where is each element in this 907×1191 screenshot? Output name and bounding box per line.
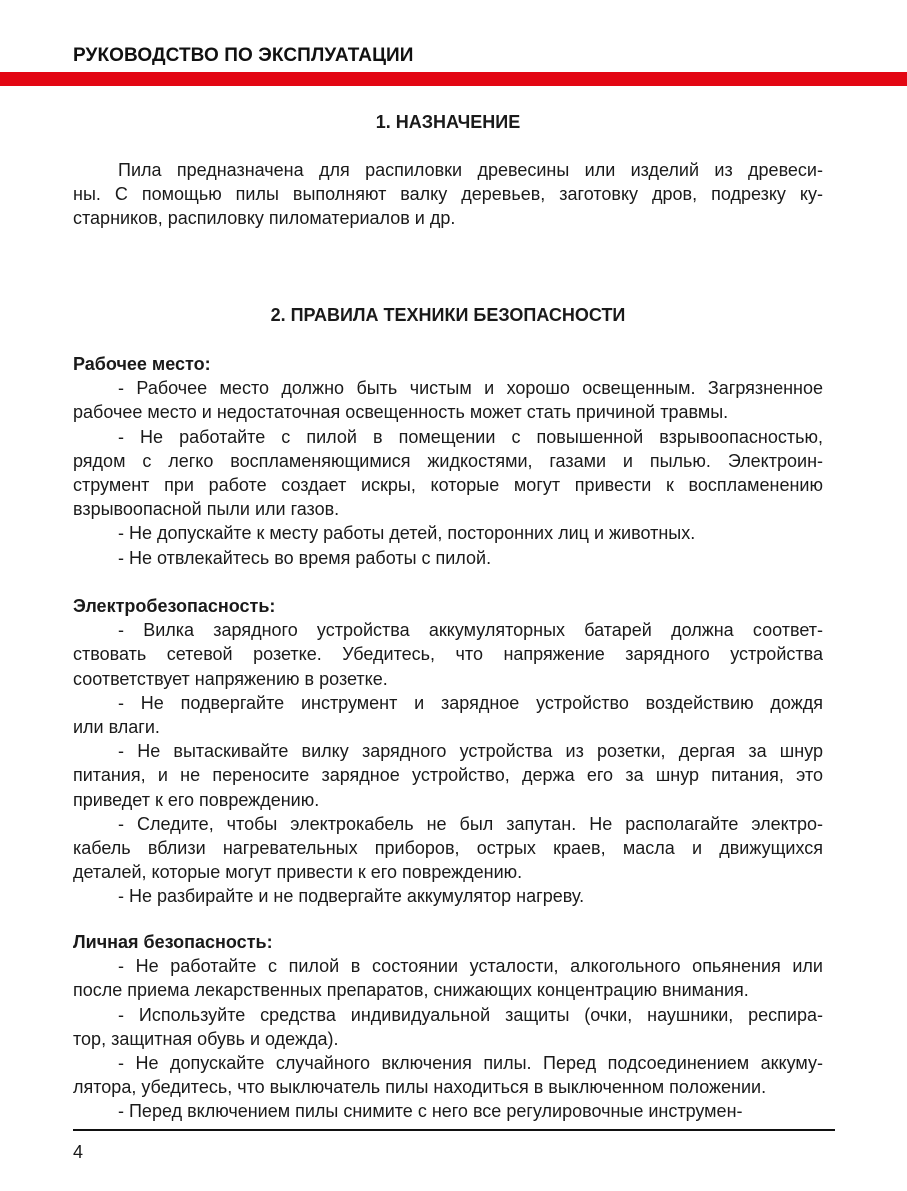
paragraph — [73, 521, 823, 545]
page-number: 4 — [73, 1142, 84, 1162]
text-line: ны. С помощью пилы выполняют валку деревьев, заготовку дров, подрезку ку- — [73, 184, 823, 205]
document-header-title: РУКОВОДСТВО ПО ЭКСПЛУАТАЦИИ — [73, 45, 414, 66]
text-line: Пила предназначена для распиловки древесины или изделий из древеси- — [118, 160, 823, 180]
text-line: - Вилка зарядного устройства аккумуляторных батарей должна соответ- — [118, 620, 823, 641]
subsection-heading: Рабочее место: — [73, 354, 211, 374]
paragraph — [73, 884, 823, 908]
text-line: приведет к его повреждению. — [73, 789, 320, 810]
text-line: - Не отвлекайтесь во время работы с пилой. — [118, 547, 492, 568]
text-line: - Не работайте с пилой в помещении с повышенной взрывоопасностью, — [118, 426, 823, 447]
personal-safety-group — [73, 930, 823, 1124]
header-red-bar — [0, 72, 907, 86]
paragraph — [73, 158, 823, 231]
text-line: тор, защитная обувь и одежда). — [73, 1028, 339, 1049]
text-line: или влаги. — [73, 717, 160, 738]
text-line: - Не допускайте случайного включения пилы. Перед подсоединением аккуму- — [118, 1053, 823, 1074]
text-line: - Следите, чтобы электрокабель не был запутан. Не располагайте электро- — [118, 813, 823, 834]
section-heading: 2. ПРАВИЛА ТЕХНИКИ БЕЗОПАСНОСТИ — [270, 305, 626, 325]
paragraph — [73, 425, 823, 522]
text-line: деталей, которые могут привести к его повреждению. — [73, 862, 523, 883]
text-line: - Рабочее место должно быть чистым и хорошо освещенным. Загрязненное — [118, 378, 823, 399]
paragraph — [73, 739, 823, 812]
text-line: ствовать сетевой розетке. Убедитесь, что напряжение зарядного устройства — [73, 644, 823, 665]
text-line: рабочее место и недостаточная освещенность может стать причиной травмы. — [73, 402, 729, 423]
paragraph — [73, 691, 823, 739]
text-line: - Используйте средства индивидуальной защиты (очки, наушники, респира- — [118, 1004, 823, 1025]
text-line: - Не подвергайте инструмент и зарядное устройство воздействию дождя — [118, 692, 823, 713]
text-line: - Не допускайте к месту работы детей, посторонних лиц и животных. — [118, 523, 696, 544]
paragraph — [73, 546, 823, 570]
text-line: - Не работайте с пилой в состоянии усталости, алкогольного опьянения или — [118, 956, 823, 977]
paragraph — [73, 1003, 823, 1051]
text-line: старников, распиловку пиломатериалов и др. — [73, 208, 456, 229]
text-line: после приема лекарственных препаратов, снижающих концентрацию внимания. — [73, 980, 749, 1001]
text-line: соответствует напряжению в розетке. — [73, 668, 388, 689]
paragraph — [73, 1051, 823, 1099]
paragraph — [73, 1099, 823, 1123]
workplace-group — [73, 352, 823, 570]
paragraph — [73, 812, 823, 885]
section-1-body — [73, 158, 823, 231]
text-line: кабель вблизи нагревательных приборов, острых краев, масла и движущихся — [73, 838, 823, 859]
paragraph — [73, 618, 823, 691]
footer-rule — [73, 1129, 835, 1131]
subsection-heading: Личная безопасность: — [73, 932, 273, 952]
paragraph — [73, 376, 823, 424]
text-line: лятора, убедитесь, что выключатель пилы находиться в выключенном положении. — [73, 1077, 767, 1098]
text-line: струмент при работе создает искры, которые могут привести к воспламенению — [73, 475, 823, 496]
text-line: - Перед включением пилы снимите с него все регулировочные инструмен- — [118, 1101, 743, 1122]
text-line: - Не разбирайте и не подвергайте аккумулятор нагреву. — [118, 886, 585, 907]
subsection-heading: Электробезопасность: — [73, 596, 276, 616]
paragraph — [73, 954, 823, 1002]
text-line: рядом с легко воспламеняющимися жидкостями, газами и пылью. Электроин- — [73, 450, 823, 471]
electrical-safety-group — [73, 594, 823, 909]
section-heading: 1. НАЗНАЧЕНИЕ — [375, 112, 521, 132]
text-line: - Не вытаскивайте вилку зарядного устройства из розетки, дергая за шнур — [118, 741, 823, 762]
text-line: питания, и не переносите зарядное устройство, держа его за шнур питания, это — [73, 765, 823, 786]
text-line: взрывоопасной пыли или газов. — [73, 499, 340, 520]
